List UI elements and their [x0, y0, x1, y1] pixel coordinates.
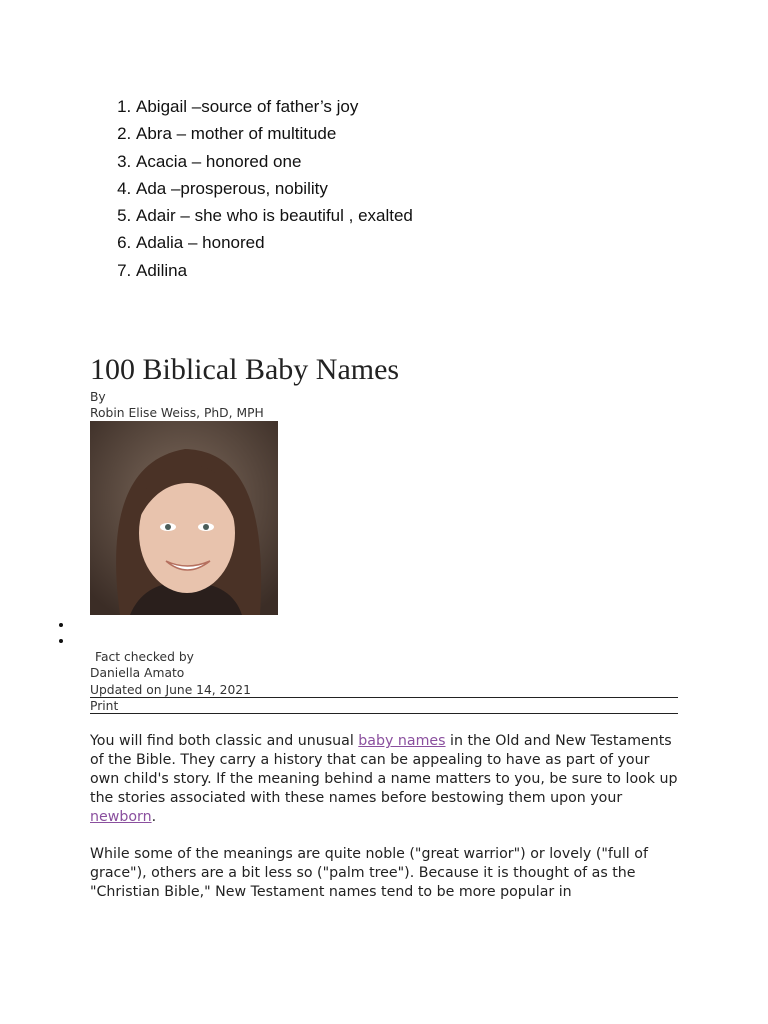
- list-item: [73, 616, 93, 632]
- meanings-paragraph: While some of the meanings are quite noble ("great warrior") or lovely ("full of grace"), others are a bit less so ("palm tree"). Because it is thought of as the "Christian Bible," New Testament names tend to be more popular in: [90, 846, 648, 901]
- paragraph-text: .: [151, 809, 157, 826]
- paragraph-text: You will find both classic and unusual: [90, 733, 359, 749]
- intro-paragraph: [90, 732, 680, 827]
- list-item: [73, 632, 93, 648]
- list-item: 2. Abra – mother of multitude: [136, 120, 413, 147]
- fact-checker-name[interactable]: Daniella Amato: [90, 666, 185, 680]
- newborn-link[interactable]: newborn: [90, 809, 152, 826]
- empty-bullet-list: [65, 616, 93, 648]
- list-item: 3. Acacia – honored one: [136, 148, 413, 175]
- list-item: 6. Adalia – honored: [136, 229, 413, 256]
- updated-date: Updated on June 14, 2021: [90, 683, 251, 697]
- author-photo: [90, 421, 278, 615]
- paragraph-text: in the Old and New Testaments of the Bible. They carry a history that can be appealing to have as part of your own child's story. If the meaning behind a name matters to you, be sure to look up the stories associated with these names before bestowing them upon your: [90, 733, 678, 807]
- print-link[interactable]: Print: [90, 699, 119, 713]
- names-list: [90, 93, 413, 284]
- author-name[interactable]: Robin Elise Weiss, PhD, MPH: [90, 406, 264, 420]
- fact-checked-label: Fact checked by: [95, 650, 194, 664]
- list-item: 1. Abigail –source of father’s joy: [136, 93, 413, 120]
- divider: [90, 713, 678, 714]
- divider: [90, 697, 678, 698]
- byline-label: By: [90, 390, 106, 404]
- list-item: 5. Adair – she who is beautiful , exalted: [136, 202, 413, 229]
- list-item: 4. Ada –prosperous, nobility: [136, 175, 413, 202]
- baby-names-link[interactable]: baby names: [358, 733, 446, 749]
- list-item: 7. Adilina: [136, 257, 413, 284]
- page-title: 100 Biblical Baby Names: [90, 353, 400, 386]
